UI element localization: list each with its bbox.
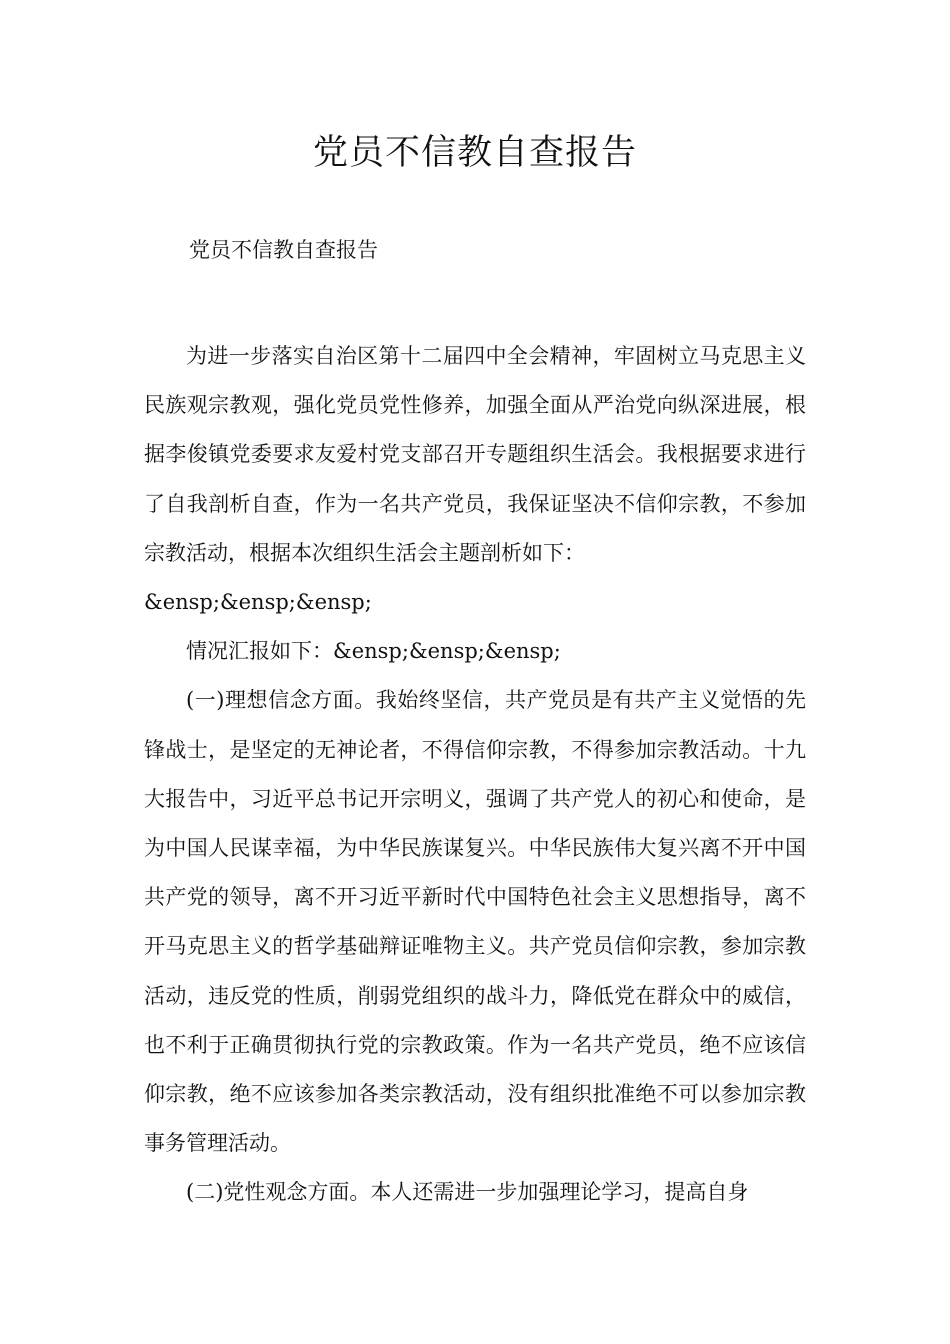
document-body [144,332,806,1218]
paragraph-summary-heading: 情况汇报如下：&ensp;&ensp;&ensp; [186,639,561,664]
paragraph-party-spirit: (二)党性观念方面。本人还需进一步加强理论学习，提高自身 [186,1180,749,1205]
paragraph-intro: 为进一步落实自治区第十二届四中全会精神，牢固树立马克思主义民族观宗教观，强化党员党性修养，加强全面从严治党向纵深进展，根据李俊镇党委要求友爱村党支部召开专题组织生活会。我根据要求进行了自我剖析自查，作为一名共产党员，我保证坚决不信仰宗教，不参加宗教活动，根据本次组织生活会主题剖析如下： [144,344,806,565]
document-title: 党员不信教自查报告 [312,133,637,173]
paragraph-entity-text: &ensp;&ensp;&ensp; [144,590,372,615]
paragraph-ideals-beliefs: (一)理想信念方面。我始终坚信，共产党员是有共产主义觉悟的先锋战士，是坚定的无神论者，不得信仰宗教，不得参加宗教活动。十九大报告中，习近平总书记开宗明义，强调了共产党人的初心和使命，是为中国人民谋幸福，为中华民族谋复兴。中华民族伟大复兴离不开中国共产党的领导，离不开习近平新时代中国特色社会主义思想指导，离不开马克思主义的哲学基础辩证唯物主义。共产党员信仰宗教，参加宗教活动，违反党的性质，削弱党组织的战斗力，降低党在群众中的威信，也不利于正确贯彻执行党的宗教政策。作为一名共产党员，绝不应该信仰宗教，绝不应该参加各类宗教活动，没有组织批准绝不可以参加宗教事务管理活动。 [144,688,806,1156]
document-subtitle: 党员不信教自查报告 [189,238,378,262]
